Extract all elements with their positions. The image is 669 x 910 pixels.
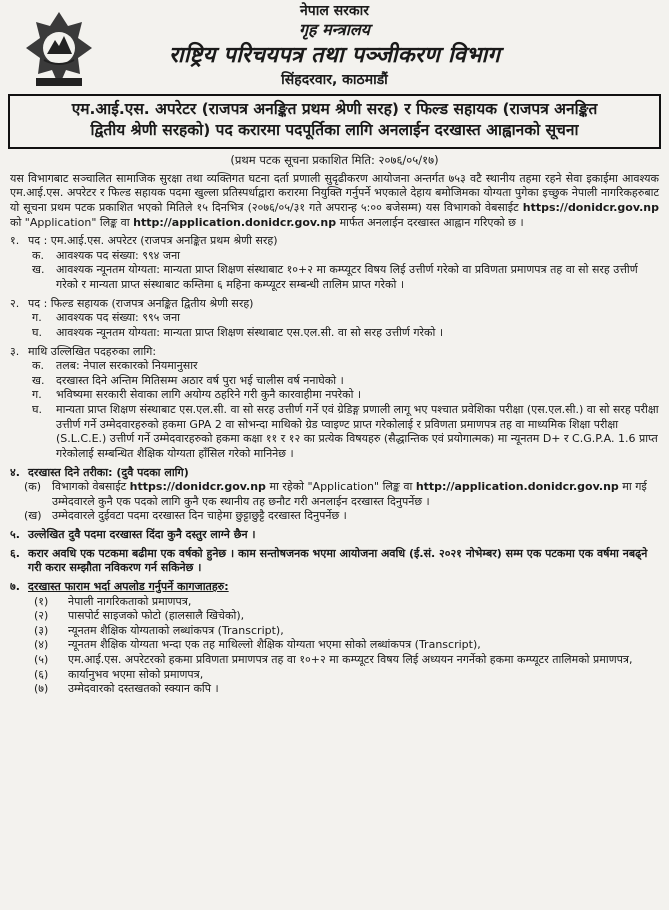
list-item: (७) उम्मेदवारको दस्तखतको स्क्यान कपि । (34, 682, 219, 696)
section-heading: दरखास्त फाराम भर्दा अपलोड गर्नुपर्ने कागजातहरु: (28, 579, 229, 593)
section-1: १. पद : एम.आई.एस. अपरेटर (राजपत्र अनङ्कित प्रथम श्रेणी सरह) क. आवश्यक पद संख्या: ९९४ जना ख. आवश्यक न्यूनतम योग्यता: मान्यता प्राप्त शिक्षण संस्थाबाट १०+२ मा कम्प्यूटर विषय लिई उत्तीर्ण गरेको वा प्रविणता प्रमाणपत्र तह वा सो सरह उत्तीर्ण गरेको र मान्यता प्राप्त संस्थाबाट कम्तिमा ६ महिना कम्प्यूटर सम्बन्धी तालिम प्राप्त गरेको । (10, 234, 659, 293)
list-item: ख. आवश्यक न्यूनतम योग्यता: मान्यता प्राप्त शिक्षण संस्थाबाट १०+२ मा कम्प्यूटर विषय लिई उत्तीर्ण गरेको वा प्रविणता प्रमाणपत्र तह वा सो सरह उत्तीर्ण गरेको र मान्यता प्राप्त संस्थाबाट कम्तिमा ६ महिना कम्प्यूटर सम्बन्धी तालिम प्राप्त गरेको । (32, 263, 638, 291)
document-list (10, 595, 659, 697)
application-link[interactable]: http://application.donidcr.gov.np (133, 215, 337, 229)
section-7: ७. दरखास्त फाराम भर्दा अपलोड गर्नुपर्ने कागजातहरु: (१) नेपाली नागरिकताको प्रमाणपत्र, (२) पासपोर्ट साइजको फोटो (हालसालै खिचेको), (३) न्यूनतम शैक्षिक योग्यताको लब्धांकपत्र (Transcript), (४) न्यूनतम शैक्षिक योग्यता भन्दा एक तह माथिल्लो शैक्षिक योग्यता भएमा सोको लब्धांकपत्र (Transcript), (५) एम.आई.एस. अपरेटरको हकमा प्रविणता प्रमाणपत्र तह वा १०+२ मा कम्प्यूटर विषय लिई अध्ययन नगर्नेको हकमा कम्प्यूटर तालिमको प्रमाणपत्र, (६) कार्यानुभव भएमा सोको प्रमाणपत्र, (७) उम्मेदवारको दस्तखतको स्क्यान कपि । (10, 580, 659, 697)
department-name: राष्ट्रिय परिचयपत्र तथा पञ्जीकरण विभाग (168, 43, 501, 69)
list-item: (६) कार्यानुभव भएमा सोको प्रमाणपत्र, (34, 667, 204, 681)
section-heading: पद : एम.आई.एस. अपरेटर (राजपत्र अनङ्कित प्रथम श्रेणी सरह) (28, 234, 278, 248)
list-item: (क) विभागको वेबसाईट https://donidcr.gov.np मा रहेको "Application" लिङ्क वा http://application.donidcr.gov.np मा गई उम्मेदवारले कुनै एक पदको लागि कुनै एक स्थानीय तह छनौट गरी अनलाईन दरखास्त दिनुपर्नेछ । (24, 480, 647, 508)
list-item: घ. आवश्यक न्यूनतम योग्यता: मान्यता प्राप्त शिक्षण संस्थाबाट एस.एल.सी. वा सो सरह उत्तीर्ण गरेको । (32, 325, 444, 339)
list-item: क. तलब: नेपाल सरकारको नियमानुसार (32, 359, 198, 373)
list-item: (३) न्यूनतम शैक्षिक योग्यताको लब्धांकपत्र (Transcript), (34, 623, 284, 637)
publish-date: (प्रथम पटक सूचना प्रकाशित मिति: २०७६/०५/१७) (230, 152, 439, 167)
website-link[interactable]: https://donidcr.gov.np (522, 200, 659, 214)
notice-title-line: एम.आई.एस. अपरेटर (राजपत्र अनङ्कित प्रथम श्रेणी सरह) र फिल्ड सहायक (राजपत्र अनङ्कित (71, 99, 598, 118)
section-2: २. पद : फिल्ड सहायक (राजपत्र अनङ्कित द्वितीय श्रेणी सरह) ग. आवश्यक पद संख्या: ९९५ जना घ. आवश्यक न्यूनतम योग्यता: मान्यता प्राप्त शिक्षण संस्थाबाट एस.एल.सी. वा सो सरह उत्तीर्ण गरेको । (10, 297, 659, 341)
list-item: (५) एम.आई.एस. अपरेटरको हकमा प्रविणता प्रमाणपत्र तह वा १०+२ मा कम्प्यूटर विषय लिई अध्ययन नगर्नेको हकमा कम्प्यूटर तालिमको प्रमाणपत्र, (34, 653, 633, 666)
list-item: घ. मान्यता प्राप्त शिक्षण संस्थाबाट एस.एल.सी. वा सो सरह उत्तीर्ण गर्ने एवं ग्रेडिङ्ग प्रणाली लागू भए पश्चात प्रवेशिका परीक्षा (एस.एल.सी.) वा सो सरह परीक्षा उत्तीर्ण गर्ने उम्मेदवारहरुको हकमा GPA 2 वा सोभन्दा माथिको ग्रेड प्वाइण्ट प्राप्त गरेकोलाई र प्रविणता प्रमाणपत्र तह वा माध्यमिक शिक्षा परीक्षा (S.L.C.E.) उत्तीर्ण गर्ने उम्मेदवारहरुको हकमा कक्षा ११ र १२ का प्रत्येक विषयहरु (सैद्धान्तिक एवं प्रयोगात्मक) मा न्यूनतम D+ र C.G.P.A. 1.6 प्राप्त गरेकोलाई सम्बन्धित शैक्षिक योग्यता हाँसिल गरेको मानिनेछ । (32, 403, 659, 460)
list-item: (२) पासपोर्ट साइजको फोटो (हालसालै खिचेको), (34, 609, 245, 623)
list-item: ग. आवश्यक पद संख्या: ९९५ जना (32, 311, 181, 325)
letterhead (0, 0, 669, 88)
list-item: (४) न्यूनतम शैक्षिक योग्यता भन्दा एक तह माथिल्लो शैक्षिक योग्यता भएमा सोको लब्धांकपत्र (Transcript), (34, 638, 481, 652)
government-name: नेपाल सरकार (299, 3, 369, 19)
list-item: क. आवश्यक पद संख्या: ९९४ जना (32, 248, 181, 262)
website-link[interactable]: https://donidcr.gov.np (129, 480, 266, 494)
section-3: ३. माथि उल्लिखित पदहरुका लागि: क. तलब: नेपाल सरकारको नियमानुसार ख. दरखास्त दिने अन्तिम मितिसम्म अठार वर्ष पुरा भई चालीस वर्ष ननाघेको । ग. भविष्यमा सरकारी सेवाका लागि अयोग्य ठहरिने गरी कुनै कारवाहीमा नपरेको । घ. मान्यता प्राप्त शिक्षण संस्थाबाट एस.एल.सी. वा सो सरह उत्तीर्ण गर्ने एवं ग्रेडिङ्ग प्रणाली लागू भए पश्चात प्रवेशिका परीक्षा (एस.एल.सी.) वा सो सरह परीक्षा उत्तीर्ण गर्ने उम्मेदवारहरुको हकमा GPA 2 वा सोभन्दा माथिको ग्रेड प्वाइण्ट प्राप्त गरेकोलाई र प्रविणता प्रमाणपत्र तह वा माध्यमिक शिक्षा परीक्षा (S.L.C.E.) उत्तीर्ण गर्ने उम्मेदवारहरुको हकमा कक्षा ११ र १२ का प्रत्येक विषयहरु (सैद्धान्तिक एवं प्रयोगात्मक) मा न्यूनतम D+ र C.G.P.A. 1.6 प्राप्त गरेकोलाई सम्बन्धित शैक्षिक योग्यता हाँसिल गरेको मानिनेछ । (10, 344, 659, 460)
ministry-name: गृह मन्त्रालय (299, 20, 370, 40)
application-link[interactable]: http://application.donidcr.gov.np (415, 480, 619, 494)
section-4: ४. दरखास्त दिने तरीका: (दुवै पदका लागि) (क) विभागको वेबसाईट https://donidcr.gov.np मा रहेको "Application" लिङ्क वा http://application.donidcr.gov.np मा गई उम्मेदवारले कुनै एक पदको लागि कुनै एक स्थानीय तह छनौट गरी अनलाईन दरखास्त दिनुपर्नेछ । (ख) उम्मेदवारले दुईवटा पदमा दरखास्त दिन चाहेमा छुट्टाछुट्टै दरखास्त दिनुपर्नेछ । (10, 466, 659, 525)
section-heading: माथि उल्लिखित पदहरुका लागि: (28, 344, 157, 358)
notice-body (0, 172, 669, 697)
list-item: ग. भविष्यमा सरकारी सेवाका लागि अयोग्य ठहरिने गरी कुनै कारवाहीमा नपरेको । (32, 388, 362, 402)
intro-paragraph: यस विभागबाट सञ्चालित सामाजिक सुरक्षा तथा व्यक्तिगत घटना दर्ता प्रणाली सुदृढीकरण आयोजना अन्तर्गत ७५३ वटै स्थानीय तहमा रहने सेवा इकाईमा आवश्यक एम.आई.एस. अपरेटर र फिल्ड सहायक पदमा खुल्ला प्रतिस्पर्धाद्वारा करारमा नियुक्ति गर्नुपर्ने भएकाले देहाय बमोजिमका योग्यता पुगेका इच्छुक नेपाली नागरिकहरुबाट यो सूचना प्रथम पटक प्रकाशित भएको मितिले १५ दिनभित्र (२०७६/०५/३१ गते अपरान्ह ५:०० बजेसम्म) यस विभागको वेबसाईट https://donidcr.gov.np को "Application" लिङ्क वा http://application.donidcr.gov.np मार्फत अनलाईन दरखास्त आह्वान गरिएको छ । (10, 171, 659, 229)
notice-title-box (8, 94, 661, 149)
notice-title-line: द्वितीय श्रेणी सरहको) पद करारमा पदपूर्तिका लागि अनलाईन दरखास्त आह्वानको सूचना (90, 121, 579, 140)
list-item: (१) नेपाली नागरिकताको प्रमाणपत्र, (34, 594, 192, 608)
nepal-emblem-icon (22, 8, 96, 92)
section-5: ५. उल्लेखित दुवै पदमा दरखास्त दिंदा कुनै दस्तुर लाग्ने छैन । (10, 528, 256, 541)
section-heading: दरखास्त दिने तरीका: (दुवै पदका लागि) (28, 465, 189, 479)
list-item: (ख) उम्मेदवारले दुईवटा पदमा दरखास्त दिन चाहेमा छुट्टाछुट्टै दरखास्त दिनुपर्नेछ । (24, 509, 347, 523)
section-6: ६. करार अवधि एक पटकमा बढीमा एक वर्षको हुनेछ । काम सन्तोषजनक भएमा आयोजना अवधि (ई.सं. २०२१ नोभेम्बर) सम्म एक पटकमा एक वर्षमा नबढ्ने गरी करार सम्झौता नविकरण गर्न सकिनेछ । (10, 546, 648, 575)
address: सिंहदरवार, काठमाडौं (281, 71, 388, 88)
list-item: ख. दरखास्त दिने अन्तिम मितिसम्म अठार वर्ष पुरा भई चालीस वर्ष ननाघेको । (32, 373, 344, 387)
section-heading: पद : फिल्ड सहायक (राजपत्र अनङ्कित द्वितीय श्रेणी सरह) (28, 296, 254, 310)
